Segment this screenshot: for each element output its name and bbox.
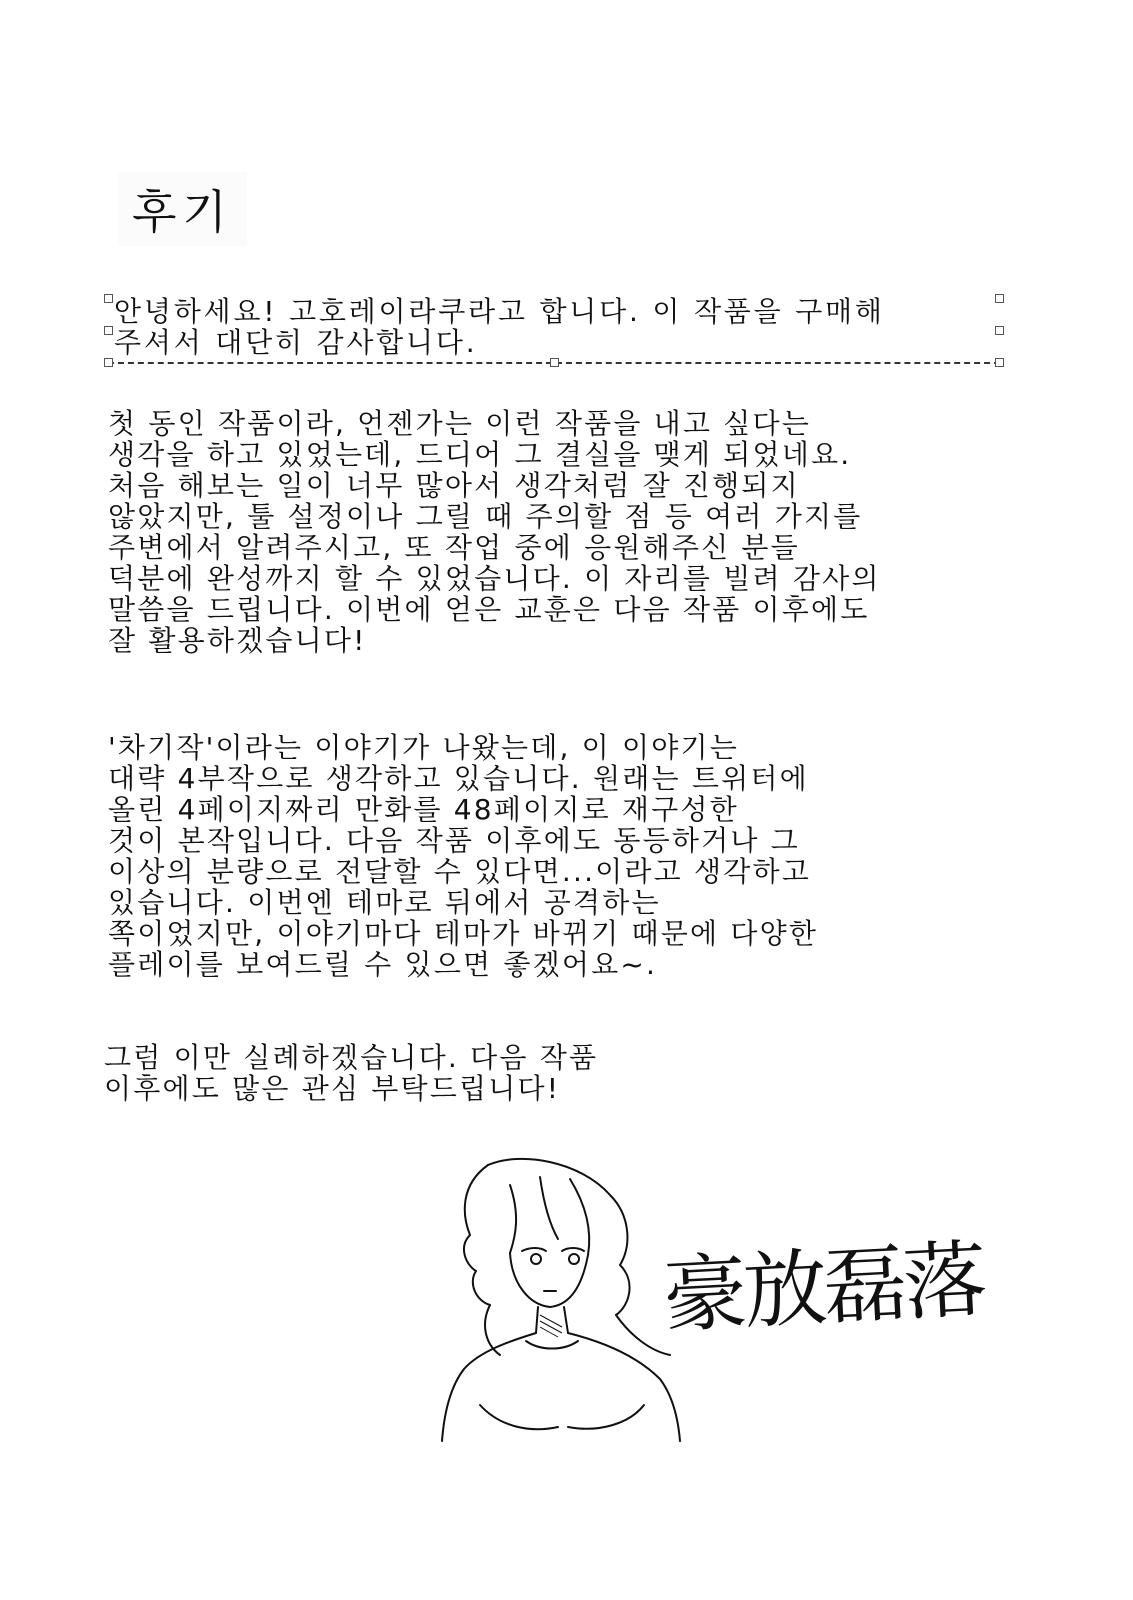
text-line: 올린 4페이지짜리 만화를 48페이지로 재구성한 — [108, 793, 739, 826]
text-line: 대략 4부작으로 생각하고 있습니다. 원래는 트위터에 — [108, 762, 809, 795]
page-title: 후기 — [118, 172, 247, 246]
text-line: 있습니다. 이번엔 테마로 뒤에서 공격하는 — [108, 886, 661, 919]
closing-paragraph — [104, 1042, 598, 1104]
author-artwork — [440, 1155, 1020, 1445]
greeting-paragraph — [114, 296, 885, 358]
text-line: 생각을 하고 있었는데, 드디어 그 결실을 맺게 되었네요. — [108, 438, 852, 471]
text-line: 처음 해보는 일이 너무 많아서 생각처럼 잘 진행되지 — [108, 469, 800, 502]
selection-handle — [995, 358, 1004, 367]
text-line: 이상의 분량으로 전달할 수 있다면...이라고 생각하고 — [108, 855, 812, 888]
selection-handle — [550, 358, 559, 367]
character-drawing — [442, 1159, 680, 1441]
text-line: 주변에서 알려주시고, 또 작업 중에 응원해주신 분들 — [108, 531, 800, 564]
selection-handle — [995, 326, 1004, 335]
text-line: 주셔서 대단히 감사합니다. — [114, 326, 478, 359]
thanks-paragraph — [108, 408, 881, 656]
text-line: 그럼 이만 실례하겠습니다. 다음 작품 — [104, 1041, 599, 1074]
neck-shading — [540, 1315, 562, 1337]
text-line: 것이 본작입니다. 다음 작품 이후에도 동등하거나 그 — [108, 824, 800, 857]
selection-handle — [104, 326, 113, 335]
calligraphy-signature: 豪放磊落 — [660, 1230, 986, 1345]
text-line: 첫 동인 작품이라, 언젠가는 이런 작품을 내고 싶다는 — [108, 407, 812, 440]
next-work-paragraph — [108, 732, 818, 980]
text-line: '차기작'이라는 이야기가 나왔는데, 이 이야기는 — [108, 731, 740, 764]
author-portrait-sketch — [440, 1155, 1020, 1445]
text-line: 이후에도 많은 관심 부탁드립니다! — [104, 1072, 561, 1105]
text-line: 않았지만, 툴 설정이나 그릴 때 주의할 점 등 여러 가지를 — [108, 500, 863, 533]
text-line: 안녕하세요! 고호레이라쿠라고 합니다. 이 작품을 구매해 — [114, 295, 885, 328]
selection-handle — [104, 294, 113, 303]
text-line: 덕분에 완성까지 할 수 있었습니다. 이 자리를 빌려 감사의 — [108, 562, 881, 595]
text-line: 말씀을 드립니다. 이번에 얻은 교훈은 다음 작품 이후에도 — [108, 593, 870, 626]
text-line: 쪽이었지만, 이야기마다 테마가 바뀌기 때문에 다양한 — [108, 917, 819, 950]
selection-handle — [104, 358, 113, 367]
selection-handle — [995, 294, 1004, 303]
text-line: 플레이를 보여드릴 수 있으면 좋겠어요~. — [108, 948, 658, 981]
text-line: 잘 활용하겠습니다! — [108, 624, 367, 657]
